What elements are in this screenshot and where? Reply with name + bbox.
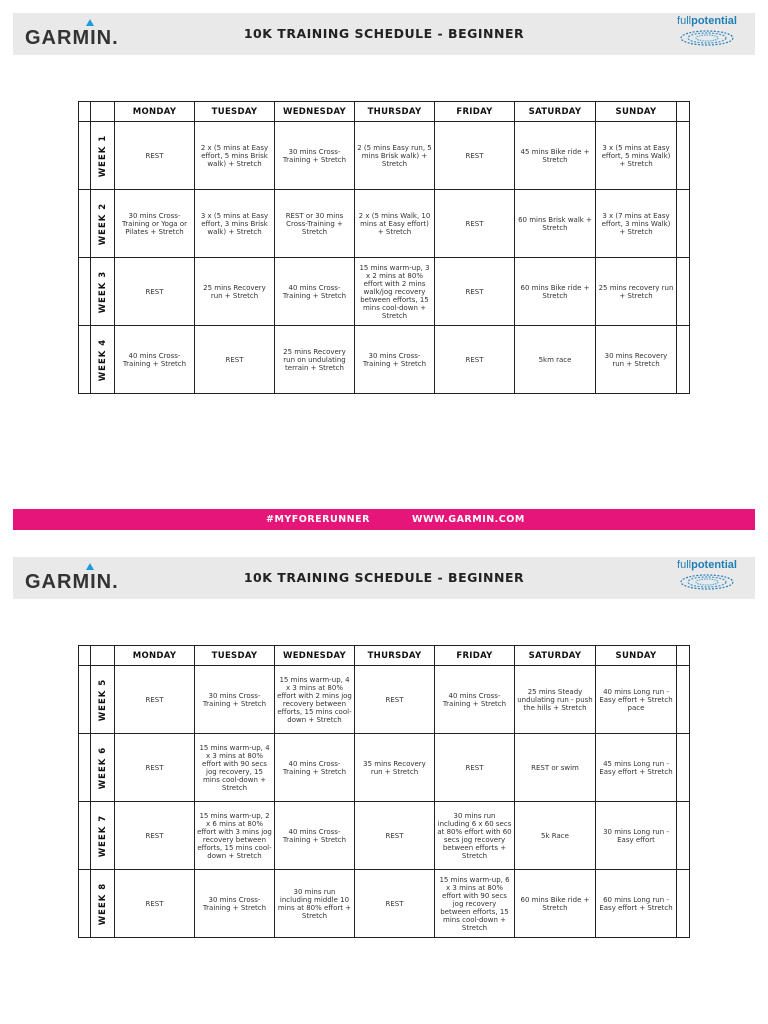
fullpotential-logo <box>675 15 739 47</box>
schedule-cell: 25 mins recovery run + Stretch <box>596 258 677 326</box>
fullpotential-swirl-icon <box>679 573 735 591</box>
schedule-cell: 40 mins Cross-Training + Stretch <box>115 326 195 394</box>
schedule-cell: REST <box>195 326 275 394</box>
schedule-cell: REST <box>115 734 195 802</box>
week-label: WEEK 3 <box>97 270 108 313</box>
schedule-cell: REST <box>355 666 435 734</box>
schedule-cell: 40 mins Cross-Training + Stretch <box>275 734 355 802</box>
schedule-cell: 5km race <box>515 326 596 394</box>
schedule-cell: 3 x (5 mins at Easy effort, 5 mins Walk) + Stretch <box>596 122 677 190</box>
week-label: WEEK 8 <box>97 882 108 925</box>
day-header: TUESDAY <box>195 102 275 122</box>
fullpotential-logo <box>675 559 739 591</box>
spacer-cell <box>79 646 91 666</box>
page1-title: 10K TRAINING SCHEDULE - BEGINNER <box>243 26 525 41</box>
page2-header <box>13 557 755 599</box>
schedule-cell: 25 mins Recovery run + Stretch <box>195 258 275 326</box>
schedule-cell: REST <box>435 326 515 394</box>
week-label-cell <box>91 734 115 802</box>
schedule-cell: 2 x (5 mins Walk, 10 mins at Easy effort) + Stretch <box>355 190 435 258</box>
schedule-cell: REST or swim <box>515 734 596 802</box>
page1-header <box>13 13 755 55</box>
table-row <box>79 190 690 258</box>
table-row <box>79 802 690 870</box>
garmin-triangle-icon <box>86 563 94 570</box>
day-header: SATURDAY <box>515 646 596 666</box>
fullpotential-pre: full <box>677 559 692 571</box>
schedule-cell: 2 (5 mins Easy run, 5 mins Brisk walk) + Stretch <box>355 122 435 190</box>
week-label-cell <box>91 666 115 734</box>
spacer-cell <box>79 102 91 122</box>
schedule-cell: 30 mins Long run - Easy effort <box>596 802 677 870</box>
schedule-cell: REST <box>115 870 195 938</box>
week-label: WEEK 5 <box>97 678 108 721</box>
schedule-cell: REST or 30 mins Cross-Training + Stretch <box>275 190 355 258</box>
day-header: MONDAY <box>115 646 195 666</box>
schedule-table-weeks-5-8 <box>78 645 690 938</box>
week-label-cell <box>91 870 115 938</box>
week-label-cell <box>91 258 115 326</box>
week-label: WEEK 6 <box>97 746 108 789</box>
schedule-cell: 2 x (5 mins at Easy effort, 5 mins Brisk walk) + Stretch <box>195 122 275 190</box>
day-header: WEDNESDAY <box>275 646 355 666</box>
schedule-cell: 30 mins Cross-Training + Stretch <box>355 326 435 394</box>
spacer-cell <box>677 102 690 122</box>
table-row <box>79 258 690 326</box>
schedule-cell: 30 mins Recovery run + Stretch <box>596 326 677 394</box>
schedule-cell: REST <box>115 122 195 190</box>
page2-title: 10K TRAINING SCHEDULE - BEGINNER <box>243 570 525 585</box>
fullpotential-bold: potential <box>691 15 737 27</box>
schedule-cell: 15 mins warm-up, 3 x 2 mins at 80% effort with 2 mins walk/jog recovery between efforts, 15 mins cool-down + Stretch <box>355 258 435 326</box>
garmin-logo: GARMIN. <box>25 571 119 593</box>
schedule-cell: 15 mins warm-up, 4 x 3 mins at 80% effort with 2 mins jog recovery between efforts, 15 mins cool-down + Stretch <box>275 666 355 734</box>
schedule-cell: REST <box>435 190 515 258</box>
fullpotential-bold: potential <box>691 559 737 571</box>
schedule-cell: 15 mins warm-up, 4 x 3 mins at 80% effort with 90 secs jog recovery, 15 mins cool-down + Stretch <box>195 734 275 802</box>
schedule-cell: 30 mins run including middle 10 mins at 80% effort + Stretch <box>275 870 355 938</box>
corner-cell <box>91 102 115 122</box>
day-header: SATURDAY <box>515 102 596 122</box>
week-label: WEEK 4 <box>97 338 108 381</box>
schedule-cell: 30 mins Cross-Training + Stretch <box>275 122 355 190</box>
day-header: TUESDAY <box>195 646 275 666</box>
schedule-cell: 15 mins warm-up, 2 x 6 mins at 80% effort with 3 mins jog recovery between efforts, 15 mins cool-down + Stretch <box>195 802 275 870</box>
schedule-cell: 30 mins Cross-Training or Yoga or Pilates + Stretch <box>115 190 195 258</box>
table-row <box>79 734 690 802</box>
schedule-table-weeks-1-4 <box>78 101 690 394</box>
schedule-cell: 35 mins Recovery run + Stretch <box>355 734 435 802</box>
day-header: FRIDAY <box>435 646 515 666</box>
schedule-cell: 60 mins Bike ride + Stretch <box>515 870 596 938</box>
schedule-cell: 40 mins Cross-Training + Stretch <box>435 666 515 734</box>
schedule-cell: 5k Race <box>515 802 596 870</box>
day-header: MONDAY <box>115 102 195 122</box>
hashtag-text: #MYFORERUNNER <box>266 514 370 525</box>
fullpotential-swirl-icon <box>679 29 735 47</box>
schedule-cell: 40 mins Long run - Easy effort + Stretch pace <box>596 666 677 734</box>
table-row <box>79 666 690 734</box>
schedule-cell: REST <box>435 258 515 326</box>
schedule-cell: 3 x (5 mins at Easy effort, 3 mins Brisk walk) + Stretch <box>195 190 275 258</box>
schedule-cell: 15 mins warm-up, 6 x 3 mins at 80% effort with 90 secs jog recovery between efforts, 15 mins cool-down + Stretch <box>435 870 515 938</box>
schedule-cell: 30 mins Cross-Training + Stretch <box>195 870 275 938</box>
schedule-cell: REST <box>355 870 435 938</box>
schedule-cell: REST <box>355 802 435 870</box>
week-label-cell <box>91 326 115 394</box>
week-label-cell <box>91 190 115 258</box>
spacer-cell <box>677 646 690 666</box>
website-link[interactable]: WWW.GARMIN.COM <box>412 514 525 525</box>
day-header: SUNDAY <box>596 102 677 122</box>
schedule-cell: 45 mins Bike ride + Stretch <box>515 122 596 190</box>
week-label: WEEK 2 <box>97 202 108 245</box>
garmin-triangle-icon <box>86 19 94 26</box>
week-label: WEEK 7 <box>97 814 108 857</box>
schedule-cell: 25 mins Recovery run on undulating terrain + Stretch <box>275 326 355 394</box>
schedule-cell: 45 mins Long run - Easy effort + Stretch <box>596 734 677 802</box>
day-header: FRIDAY <box>435 102 515 122</box>
schedule-cell: REST <box>115 258 195 326</box>
hashtag-banner <box>13 509 755 530</box>
schedule-cell: 60 mins Brisk walk + Stretch <box>515 190 596 258</box>
week-label-cell <box>91 122 115 190</box>
schedule-cell: 40 mins Cross-Training + Stretch <box>275 802 355 870</box>
week-label-cell <box>91 802 115 870</box>
day-header: THURSDAY <box>355 646 435 666</box>
schedule-cell: 3 x (7 mins at Easy effort, 3 mins Walk) + Stretch <box>596 190 677 258</box>
schedule-cell: 25 mins Steady undulating run - push the hills + Stretch <box>515 666 596 734</box>
schedule-cell: REST <box>435 734 515 802</box>
schedule-cell: 30 mins run including 6 x 60 secs at 80% effort with 60 secs jog recovery between efforts + Stretch <box>435 802 515 870</box>
corner-cell <box>91 646 115 666</box>
schedule-cell: 40 mins Cross-Training + Stretch <box>275 258 355 326</box>
schedule-cell: REST <box>115 802 195 870</box>
garmin-logo: GARMIN. <box>25 27 119 49</box>
table-row <box>79 326 690 394</box>
fullpotential-pre: full <box>677 15 692 27</box>
week-label: WEEK 1 <box>97 134 108 177</box>
schedule-cell: REST <box>115 666 195 734</box>
schedule-cell: 60 mins Bike ride + Stretch <box>515 258 596 326</box>
table-row <box>79 870 690 938</box>
day-header: WEDNESDAY <box>275 102 355 122</box>
day-header: THURSDAY <box>355 102 435 122</box>
schedule-cell: 60 mins Long run - Easy effort + Stretch <box>596 870 677 938</box>
schedule-cell: REST <box>435 122 515 190</box>
table-row <box>79 122 690 190</box>
day-header: SUNDAY <box>596 646 677 666</box>
schedule-cell: 30 mins Cross-Training + Stretch <box>195 666 275 734</box>
